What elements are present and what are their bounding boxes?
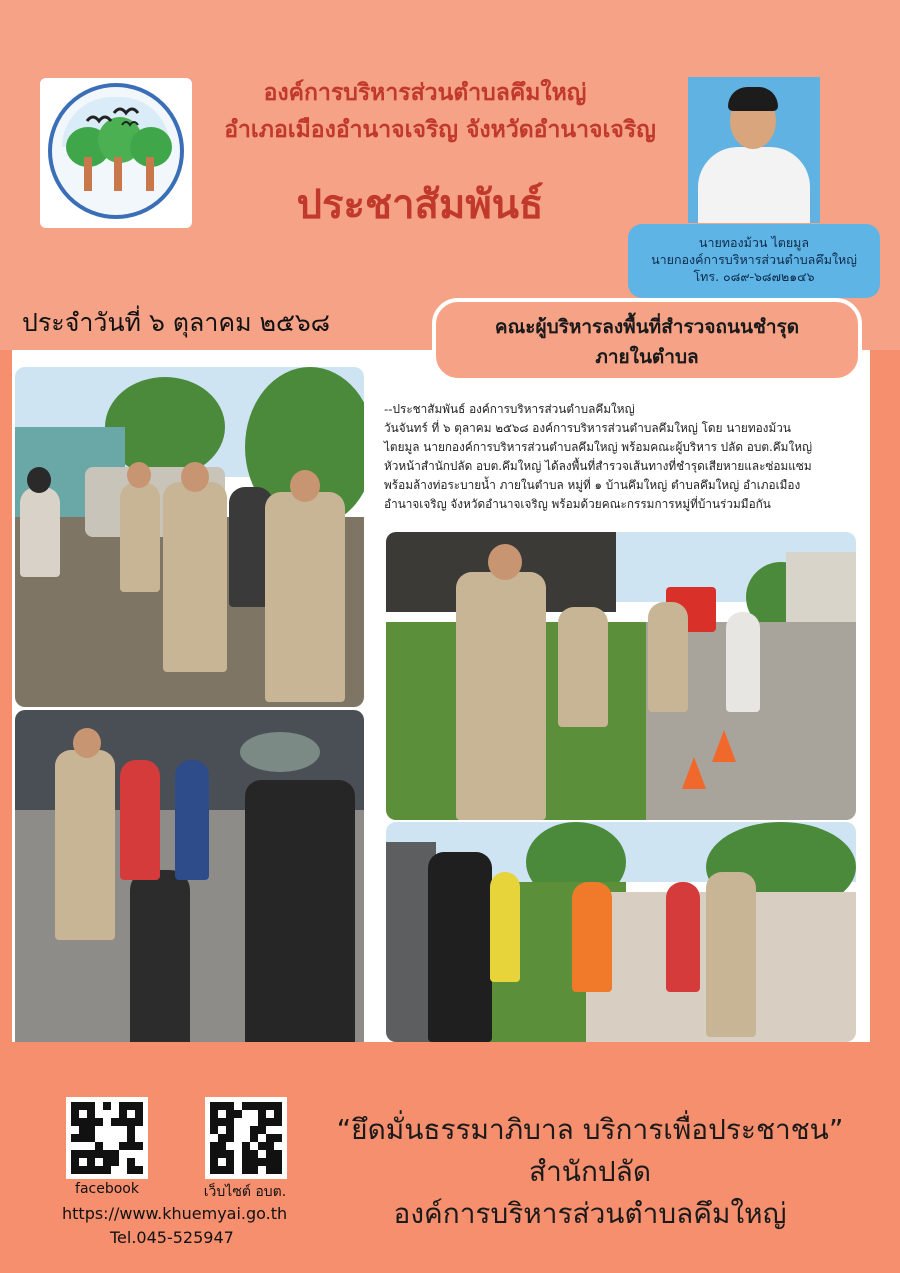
office-name: สำนักปลัด [528, 1155, 652, 1188]
photo-person [120, 482, 160, 592]
qr-module [119, 1158, 127, 1166]
official-caption [628, 224, 880, 298]
logo-seal [48, 83, 184, 219]
qr-module [226, 1158, 234, 1166]
qr-module [210, 1102, 218, 1110]
headline-line-1: คณะผู้บริหารลงพื้นที่สำรวจถนนชำรุด [494, 316, 800, 338]
qr-module [242, 1142, 250, 1150]
photo-person [666, 882, 700, 992]
qr-module [242, 1126, 250, 1134]
qr-module [266, 1110, 274, 1118]
qr-module [111, 1150, 119, 1158]
qr-module [79, 1110, 87, 1118]
headline-box [432, 298, 862, 382]
photo-villagers-cooperation [386, 822, 856, 1042]
qr-module [79, 1158, 87, 1166]
qr-module [111, 1110, 119, 1118]
qr-module [250, 1134, 258, 1142]
qr-module [95, 1134, 103, 1142]
qr-module [111, 1158, 119, 1166]
qr-module [71, 1166, 79, 1174]
qr-module [135, 1102, 143, 1110]
photo-person [456, 572, 546, 820]
qr-module [95, 1102, 103, 1110]
qr-module [87, 1158, 95, 1166]
official-phone: โทร. ๐๘๙-๖๘๗๒๑๔๖ [693, 269, 815, 284]
page-title: ประชาสัมพันธ์ [296, 182, 544, 228]
qr-module [119, 1110, 127, 1118]
qr-module [250, 1110, 258, 1118]
logo-trunk [146, 157, 154, 191]
qr-module [210, 1158, 218, 1166]
qr-module [234, 1158, 242, 1166]
qr-module [135, 1142, 143, 1150]
qr-module [218, 1118, 226, 1126]
qr-module [258, 1158, 266, 1166]
qr-module [127, 1142, 135, 1150]
qr-module [71, 1142, 79, 1150]
qr-module [274, 1118, 282, 1126]
qr-module [79, 1134, 87, 1142]
qr-module [135, 1126, 143, 1134]
qr-module [218, 1166, 226, 1174]
qr-module [95, 1150, 103, 1158]
qr-module [266, 1102, 274, 1110]
qr-module [258, 1110, 266, 1118]
logo-birds-icon [82, 101, 152, 131]
qr-module [266, 1142, 274, 1150]
qr-module [135, 1134, 143, 1142]
qr-module [250, 1102, 258, 1110]
qr-module [111, 1102, 119, 1110]
portrait-uniform [698, 147, 810, 223]
article-line: อำนาจเจริญ จังหวัดอำนาจเจริญ พร้อมด้วยคณะกรรมการหมู่ที่บ้านร่วมมือกัน [384, 497, 771, 511]
qr-module [95, 1142, 103, 1150]
qr-module [218, 1102, 226, 1110]
qr-module [274, 1158, 282, 1166]
qr-module [266, 1158, 274, 1166]
qr-module [210, 1166, 218, 1174]
qr-module [79, 1126, 87, 1134]
org-name: องค์การบริหารส่วนตำบลคึมใหญ่ [263, 80, 587, 106]
qr-module [258, 1150, 266, 1158]
photo-person [572, 882, 612, 992]
facebook-qr-code[interactable] [66, 1097, 148, 1179]
photo-person [163, 482, 227, 672]
qr-module [87, 1166, 95, 1174]
qr-module [87, 1142, 95, 1150]
qr-module [234, 1150, 242, 1158]
qr-module [218, 1134, 226, 1142]
qr-module [274, 1150, 282, 1158]
photo-person [265, 492, 345, 702]
telephone-number: Tel.045-525947 [110, 1228, 234, 1247]
qr-module [274, 1110, 282, 1118]
qr-module [127, 1166, 135, 1174]
qr-module [274, 1102, 282, 1110]
qr-module [218, 1158, 226, 1166]
headline-line-2: ภายในตำบล [595, 346, 699, 368]
qr-module [119, 1142, 127, 1150]
qr-module [87, 1118, 95, 1126]
qr-module [103, 1102, 111, 1110]
qr-module [258, 1126, 266, 1134]
qr-module [119, 1102, 127, 1110]
qr-module [218, 1126, 226, 1134]
qr-module [234, 1166, 242, 1174]
photo-repairing-pothole [15, 710, 364, 1098]
qr-module [266, 1118, 274, 1126]
qr-module [242, 1102, 250, 1110]
qr-module [127, 1118, 135, 1126]
qr-module [95, 1158, 103, 1166]
qr-module [226, 1110, 234, 1118]
qr-module [258, 1102, 266, 1110]
qr-module [103, 1142, 111, 1150]
qr-module [103, 1150, 111, 1158]
qr-module [234, 1126, 242, 1134]
qr-module [250, 1142, 258, 1150]
qr-module [250, 1126, 258, 1134]
qr-module [119, 1166, 127, 1174]
qr-module [218, 1110, 226, 1118]
photo-hat [240, 732, 320, 772]
traffic-cone-icon [682, 757, 706, 789]
photo-person [120, 760, 160, 880]
facebook-label: facebook [75, 1181, 139, 1197]
qr-module [234, 1142, 242, 1150]
qr-module [250, 1150, 258, 1158]
official-name: นายทองม้วน ไตยมูล [698, 235, 810, 250]
qr-module [242, 1166, 250, 1174]
qr-pattern [71, 1102, 143, 1174]
qr-module [71, 1134, 79, 1142]
qr-module [119, 1150, 127, 1158]
qr-module [79, 1150, 87, 1158]
qr-module [226, 1126, 234, 1134]
photo-person-head [27, 467, 51, 493]
traffic-cone-icon [712, 730, 736, 762]
qr-module [79, 1142, 87, 1150]
org-district: อำเภอเมืองอำนาจเจริญ จังหวัดอำนาจเจริญ [224, 117, 656, 143]
website-qr-label: เว็บไซต์ อบต. [203, 1184, 287, 1200]
qr-module [210, 1150, 218, 1158]
qr-pattern [210, 1102, 282, 1174]
article-line: ไตยมูล นายกองค์การบริหารส่วนตำบลคึมใหญ่ พร้อมคณะผู้บริหาร ปลัด อบต.คึมใหญ่ [384, 440, 813, 454]
photo-person [490, 872, 520, 982]
qr-module [234, 1118, 242, 1126]
qr-module [71, 1150, 79, 1158]
qr-module [111, 1142, 119, 1150]
qr-module [111, 1118, 119, 1126]
qr-module [87, 1126, 95, 1134]
photo-person [20, 487, 60, 577]
photo-person-head [73, 728, 101, 758]
article-body [384, 400, 868, 514]
photo-person [175, 760, 209, 880]
qr-module [250, 1118, 258, 1126]
qr-module [111, 1134, 119, 1142]
photo-person [706, 872, 756, 1037]
qr-module [95, 1166, 103, 1174]
qr-module [210, 1118, 218, 1126]
article-line: หัวหน้าสำนักปลัด อบต.คึมใหญ่ ได้ลงพื้นที่สำรวจเส้นทางที่ชำรุดเสียหายและซ่อมแซม [384, 459, 812, 473]
qr-module [71, 1118, 79, 1126]
photo-person-head [488, 544, 522, 580]
qr-module [210, 1134, 218, 1142]
qr-module [79, 1118, 87, 1126]
qr-module [111, 1126, 119, 1134]
qr-module [234, 1110, 242, 1118]
qr-module [266, 1126, 274, 1134]
qr-module [127, 1150, 135, 1158]
qr-module [274, 1166, 282, 1174]
qr-module [210, 1126, 218, 1134]
qr-module [274, 1126, 282, 1134]
qr-module [103, 1134, 111, 1142]
qr-module [127, 1158, 135, 1166]
qr-module [258, 1118, 266, 1126]
qr-module [119, 1134, 127, 1142]
qr-module [242, 1110, 250, 1118]
logo-trunk [84, 157, 92, 191]
qr-module [95, 1126, 103, 1134]
qr-module [226, 1150, 234, 1158]
qr-module [266, 1150, 274, 1158]
qr-module [71, 1110, 79, 1118]
qr-module [127, 1102, 135, 1110]
qr-module [250, 1158, 258, 1166]
article-line: วันจันทร์ ที่ ๖ ตุลาคม ๒๕๖๘ องค์การบริหารส่วนตำบลคึมใหญ่ โดย นายทองม้วน [384, 421, 791, 435]
photo-person-head [127, 462, 151, 488]
logo-trunk [114, 157, 122, 191]
website-link[interactable]: https://www.khuemyai.go.th [62, 1204, 288, 1223]
website-qr-code[interactable] [205, 1097, 287, 1179]
qr-module [218, 1142, 226, 1150]
qr-module [135, 1150, 143, 1158]
qr-module [242, 1150, 250, 1158]
official-position: นายกองค์การบริหารส่วนตำบลคึมใหญ่ [651, 252, 857, 267]
qr-module [234, 1102, 242, 1110]
qr-module [87, 1134, 95, 1142]
qr-module [127, 1134, 135, 1142]
photo-person [648, 602, 688, 712]
qr-module [95, 1110, 103, 1118]
qr-module [79, 1166, 87, 1174]
publish-date: ประจำวันที่ ๖ ตุลาคม ๒๕๖๘ [22, 308, 331, 337]
qr-module [135, 1118, 143, 1126]
qr-module [266, 1134, 274, 1142]
qr-module [103, 1158, 111, 1166]
photo-person-head [290, 470, 320, 502]
qr-module [71, 1158, 79, 1166]
footer-org-name: องค์การบริหารส่วนตำบลคึมใหญ่ [393, 1197, 787, 1230]
qr-module [119, 1126, 127, 1134]
qr-module [135, 1158, 143, 1166]
qr-module [119, 1118, 127, 1126]
qr-module [242, 1134, 250, 1142]
qr-module [87, 1110, 95, 1118]
article-line: พร้อมล้างท่อระบายน้ำ ภายในตำบล หมู่ที่ ๑ บ้านคึมใหญ่ ตำบลคึมใหญ่ อำเภอเมือง [384, 478, 801, 492]
photo-road-survey [386, 532, 856, 820]
qr-module [226, 1166, 234, 1174]
qr-module [135, 1110, 143, 1118]
qr-module [87, 1102, 95, 1110]
qr-module [274, 1134, 282, 1142]
qr-module [250, 1166, 258, 1174]
official-portrait [688, 77, 820, 223]
qr-module [242, 1118, 250, 1126]
qr-module [71, 1102, 79, 1110]
photo-person [726, 612, 760, 712]
qr-module [258, 1134, 266, 1142]
qr-module [87, 1150, 95, 1158]
qr-module [103, 1166, 111, 1174]
org-logo [40, 78, 192, 228]
qr-module [266, 1166, 274, 1174]
portrait-hair [728, 87, 778, 111]
qr-module [226, 1118, 234, 1126]
photo-person [558, 607, 608, 727]
qr-module [210, 1142, 218, 1150]
qr-module [226, 1102, 234, 1110]
qr-module [274, 1142, 282, 1150]
qr-module [258, 1166, 266, 1174]
qr-module [127, 1126, 135, 1134]
qr-module [127, 1110, 135, 1118]
photo-person [428, 852, 492, 1042]
qr-module [79, 1102, 87, 1110]
motto: “ยึดมั่นธรรมาภิบาล บริการเพื่อประชาชน” [336, 1113, 844, 1146]
qr-module [226, 1134, 234, 1142]
qr-module [95, 1118, 103, 1126]
photo-person [245, 780, 355, 1080]
qr-module [103, 1110, 111, 1118]
qr-module [210, 1110, 218, 1118]
qr-module [242, 1158, 250, 1166]
qr-module [218, 1150, 226, 1158]
qr-module [71, 1126, 79, 1134]
photo-officials-inspecting-road [15, 367, 364, 707]
qr-module [234, 1134, 242, 1142]
qr-module [226, 1142, 234, 1150]
qr-module [103, 1118, 111, 1126]
qr-module [103, 1126, 111, 1134]
photo-person [55, 750, 115, 940]
qr-module [135, 1166, 143, 1174]
qr-module [111, 1166, 119, 1174]
photo-person-head [181, 462, 209, 492]
article-line: --ประชาสัมพันธ์ องค์การบริหารส่วนตำบลคึมใหญ่ [384, 402, 635, 416]
qr-module [258, 1142, 266, 1150]
